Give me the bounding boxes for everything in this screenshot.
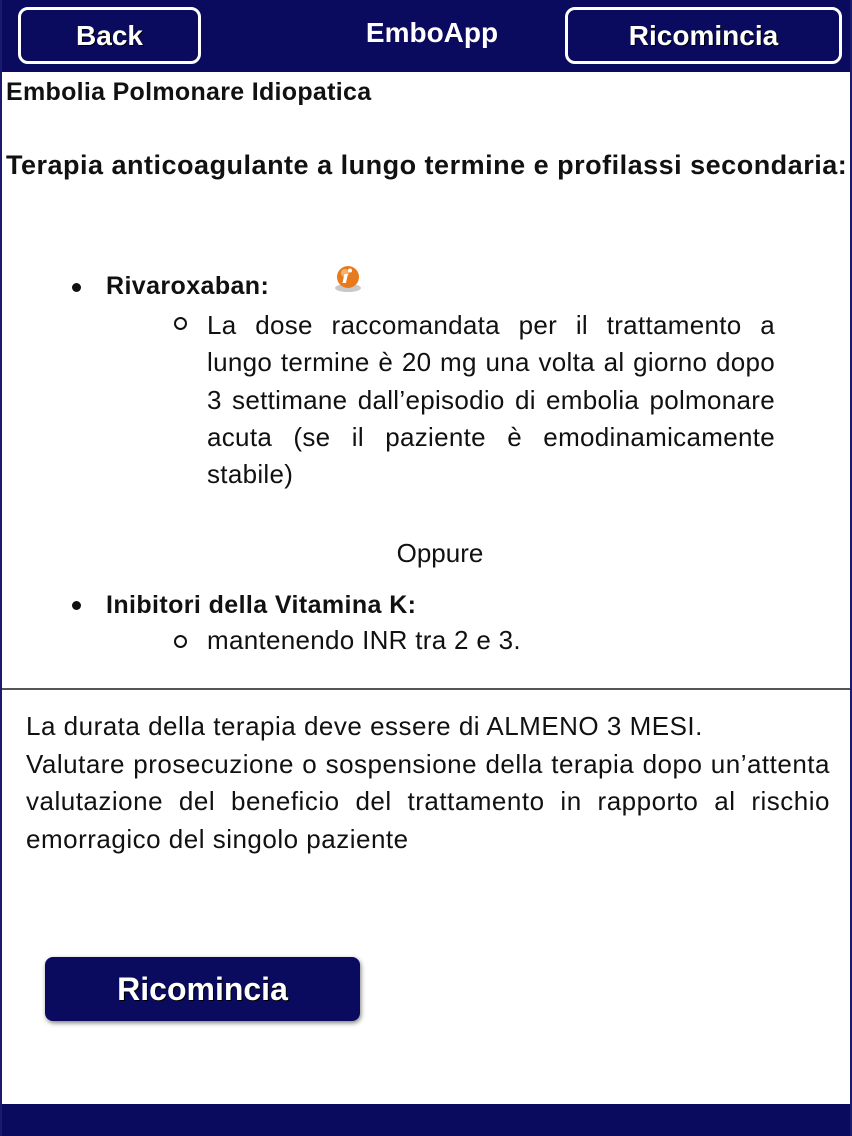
back-button[interactable]: Back (18, 7, 201, 64)
restart-button-bottom[interactable]: Ricomincia (45, 957, 360, 1021)
therapy-title: Terapia anticoagulante a lungo termine e profilassi secondaria: (6, 150, 848, 180)
section-title: Embolia Polmonare Idiopatica (6, 78, 372, 106)
drug-rivaroxaban-label: Rivaroxaban: (106, 272, 270, 300)
footer-bar (2, 1104, 850, 1136)
bullet-icon (72, 283, 81, 292)
inr-target-text: mantenendo INR tra 2 e 3. (207, 625, 521, 655)
duration-text: La durata della terapia deve essere di ALMENO 3 MESI. (26, 711, 703, 741)
restart-button-top[interactable]: Ricomincia (565, 7, 842, 64)
drug-vitamin-k-label: Inibitori della Vitamina K: (106, 591, 417, 619)
top-navigation-bar (2, 0, 850, 72)
sub-bullet-icon (174, 317, 187, 330)
therapy-section (2, 72, 850, 689)
info-icon[interactable] (332, 264, 364, 294)
section-divider (2, 688, 850, 690)
sub-bullet-icon (174, 635, 187, 648)
duration-note (26, 708, 830, 858)
rivaroxaban-dose-text: La dose raccomandata per il trattamento a lungo termine è 20 mg una volta al giorno dopo 3 settimane dall’episodio di embolia polmonare acuta (se il paziente è emodinamicamente stabile) (207, 310, 775, 490)
separator-oppure: Oppure (396, 538, 484, 568)
app-title: EmboApp (365, 17, 499, 48)
bullet-icon (72, 601, 81, 610)
evaluation-text: Valutare prosecuzione o sospensione della terapia dopo un’attenta valutazione del beneficio del trattamento in rapporto al rischio emorragico del singolo paziente (26, 748, 830, 854)
